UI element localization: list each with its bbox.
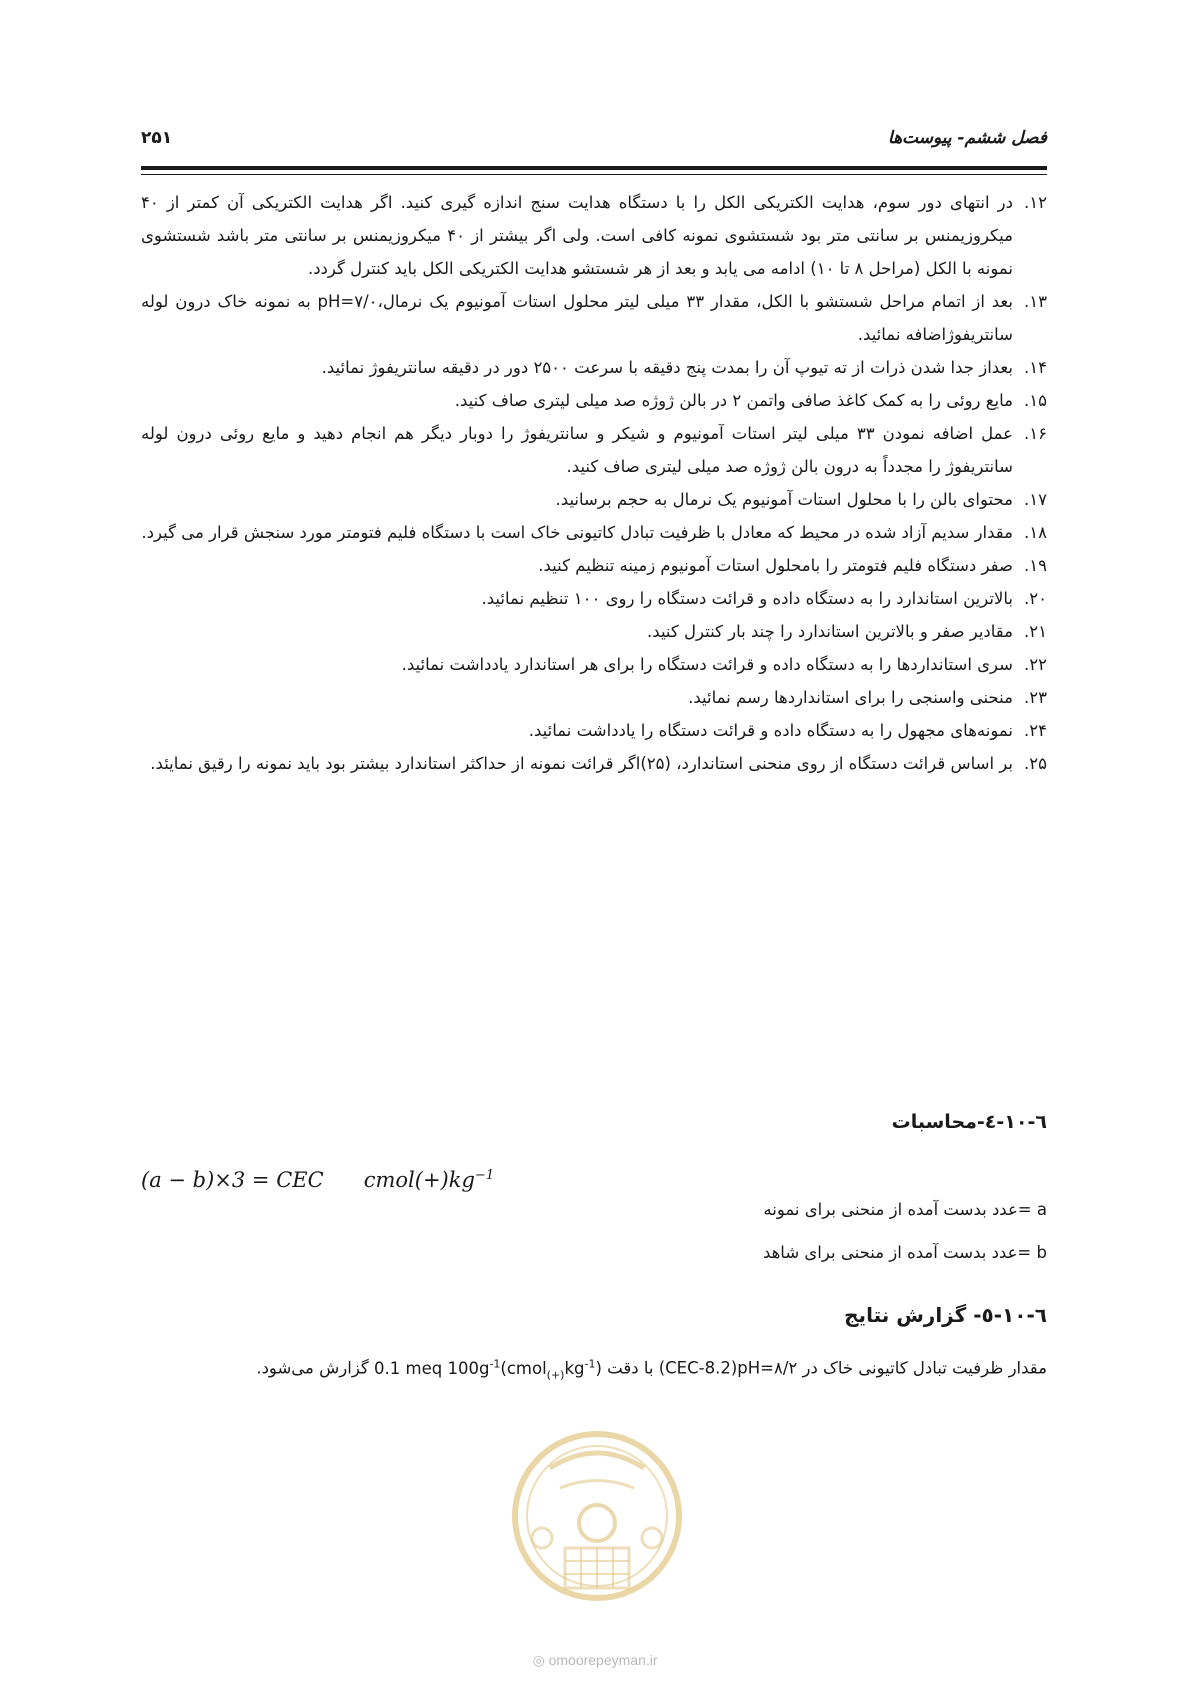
step-number: ۱۶. bbox=[1024, 424, 1047, 443]
step-item bbox=[141, 648, 1047, 681]
step-number: ۲۳. bbox=[1024, 688, 1047, 707]
step-text: بعد از اتمام مراحل شستشو با الکل، مقدار ۳۳ میلی لیتر محلول استات آمونیوم یک نرمال،pH=۷/۰ به نمونه خاک درون لوله سانتریفوژاضافه نمائید. bbox=[141, 292, 1013, 344]
report-method: (CEC-8.2)pH=۸/۲ bbox=[658, 1358, 798, 1378]
legend-a: a =عدد بدست آمده از منحنی برای نمونه bbox=[763, 1200, 1047, 1219]
formula-unit-exponent: −1 bbox=[474, 1168, 495, 1183]
step-text: عمل اضافه نمودن ۳۳ میلی لیتر استات آمونیوم و شیکر و سانتریفوژ را دوبار دیگر هم انجام دهید و مایع روئی درون لوله سانتریفوژ را مجدداً به درون بالن ژوژه صد میلی لیتری صاف کنید. bbox=[141, 424, 1014, 476]
step-item bbox=[141, 384, 1047, 417]
report-text-before: مقدار ظرفیت تبادل کاتیونی خاک در bbox=[797, 1358, 1047, 1378]
step-number: ۲۴. bbox=[1024, 721, 1047, 740]
header-rule-thick bbox=[141, 166, 1047, 170]
step-item bbox=[141, 714, 1047, 747]
step-number: ۱۷. bbox=[1024, 490, 1047, 509]
step-number: ۲۱. bbox=[1024, 622, 1047, 641]
publisher-seal-watermark bbox=[510, 1428, 685, 1618]
step-item bbox=[141, 483, 1047, 516]
step-text: بعداز جدا شدن ذرات از ته تیوپ آن را بمدت پنج دقیقه با سرعت ۲۵۰۰ دور در دقیقه سانتریفوژ نمائید. bbox=[321, 358, 1013, 377]
report-precision bbox=[374, 1357, 602, 1381]
step-item bbox=[141, 285, 1047, 351]
step-item bbox=[141, 747, 1047, 780]
header-rule-thin bbox=[141, 174, 1047, 175]
step-text: محتوای بالن را با محلول استات آمونیوم یک نرمال به حجم برسانید. bbox=[555, 490, 1013, 509]
step-number: ۱۹. bbox=[1024, 556, 1047, 575]
formula-expression: (a − b)×3 = CEC bbox=[141, 1168, 324, 1192]
watermark-url-text: omoorepeyman.ir bbox=[548, 1652, 658, 1668]
step-item bbox=[141, 681, 1047, 714]
step-text: بالاترین استاندارد را به دستگاه داده و قرائت دستگاه را روی ۱۰۰ تنظیم نمائید. bbox=[481, 589, 1013, 608]
step-number: ۱۸. bbox=[1024, 523, 1047, 542]
step-number: ۱۴. bbox=[1024, 358, 1047, 377]
step-text: بر اساس قرائت دستگاه از روی منحنی استاندارد، (۲۵)اگر قرائت نمونه از حداکثر استاندارد بیشتر بود باید نمونه را رقیق نمایئد. bbox=[150, 754, 1013, 773]
precision-kg: kg bbox=[564, 1358, 585, 1378]
step-text: در انتهای دور سوم، هدایت الکتریکی الکل را با دستگاه هدایت سنج اندازه گیری کنید. اگر هدایت الکتریکی آن کمتر از ۴۰ میکروزیمنس بر سانتی متر بود شستشوی نمونه کافی است. ولی اگر بیشتر از ۴۰ میکروزیمنس بر سانتی متر باشد شستشوی نمونه با الکل (مراحل ۸ تا ۱۰) ادامه می یابد و بعد از هر شستشو هدایت الکتریکی الکل باید کنترل گردد. bbox=[141, 193, 1013, 278]
precision-value: 0.1 meq 100g bbox=[374, 1358, 490, 1378]
precision-close: ) bbox=[595, 1358, 602, 1378]
step-text: سری استانداردها را به دستگاه داده و قرائت دستگاه را برای هر استاندارد یادداشت نمائید. bbox=[401, 655, 1013, 674]
step-text: منحنی واسنجی را برای استانداردها رسم نمائید. bbox=[688, 688, 1013, 707]
step-text: مقادیر صفر و بالاترین استاندارد را چند بار کنترل کنید. bbox=[647, 622, 1013, 641]
step-number: ۲۲. bbox=[1024, 655, 1047, 674]
report-text-after: گزارش می‌شود. bbox=[256, 1358, 375, 1378]
step-item bbox=[141, 549, 1047, 582]
precision-cmol: (cmol bbox=[500, 1358, 547, 1378]
formula-unit: cmol(+)kg bbox=[363, 1168, 475, 1192]
precision-cmol-sub: (+) bbox=[546, 1367, 565, 1381]
step-item bbox=[141, 615, 1047, 648]
watermark-url: ◎ omoorepeyman.ir bbox=[532, 1652, 658, 1668]
report-text-mid: با دقت bbox=[601, 1358, 659, 1378]
precision-exponent-2: -1 bbox=[584, 1357, 596, 1370]
step-item bbox=[141, 516, 1047, 549]
page-header bbox=[141, 128, 1047, 158]
cec-formula bbox=[141, 1168, 494, 1192]
step-item bbox=[141, 186, 1047, 285]
step-text: نمونه‌های مجهول را به دستگاه داده و قرائت دستگاه را یادداشت نمائید. bbox=[528, 721, 1013, 740]
step-number: ۱۲. bbox=[1024, 193, 1047, 212]
page-number: ۲۵۱ bbox=[141, 128, 173, 148]
calculations-heading: ٦-١٠-٤-محاسبات bbox=[891, 1111, 1047, 1133]
step-number: ۲۵. bbox=[1024, 754, 1047, 773]
step-text: مایع روئی را به کمک کاغذ صافی واتمن ۲ در بالن ژوژه صد میلی لیتری صاف کنید. bbox=[454, 391, 1013, 410]
legend-b: b =عدد بدست آمده از منحنی برای شاهد bbox=[762, 1243, 1047, 1262]
report-paragraph bbox=[256, 1357, 1047, 1381]
step-number: ۱۳. bbox=[1024, 292, 1047, 311]
report-heading: ٦-١٠-٥- گزارش نتایج bbox=[844, 1303, 1047, 1327]
step-item bbox=[141, 417, 1047, 483]
step-item bbox=[141, 582, 1047, 615]
step-number: ۱۵. bbox=[1024, 391, 1047, 410]
procedure-steps bbox=[141, 186, 1047, 780]
step-text: مقدار سدیم آزاد شده در محیط که معادل با ظرفیت تبادل کاتیونی خاک است با دستگاه فلیم فتومتر مورد سنجش قرار می گیرد. bbox=[141, 523, 1013, 542]
step-text: صفر دستگاه فلیم فتومتر را بامحلول استات آمونیوم زمینه تنظیم کنید. bbox=[538, 556, 1013, 575]
step-item bbox=[141, 351, 1047, 384]
precision-exponent-1: -1 bbox=[489, 1357, 501, 1370]
running-title: فصل ششم- پیوست‌ها bbox=[887, 128, 1047, 148]
step-number: ۲۰. bbox=[1024, 589, 1047, 608]
